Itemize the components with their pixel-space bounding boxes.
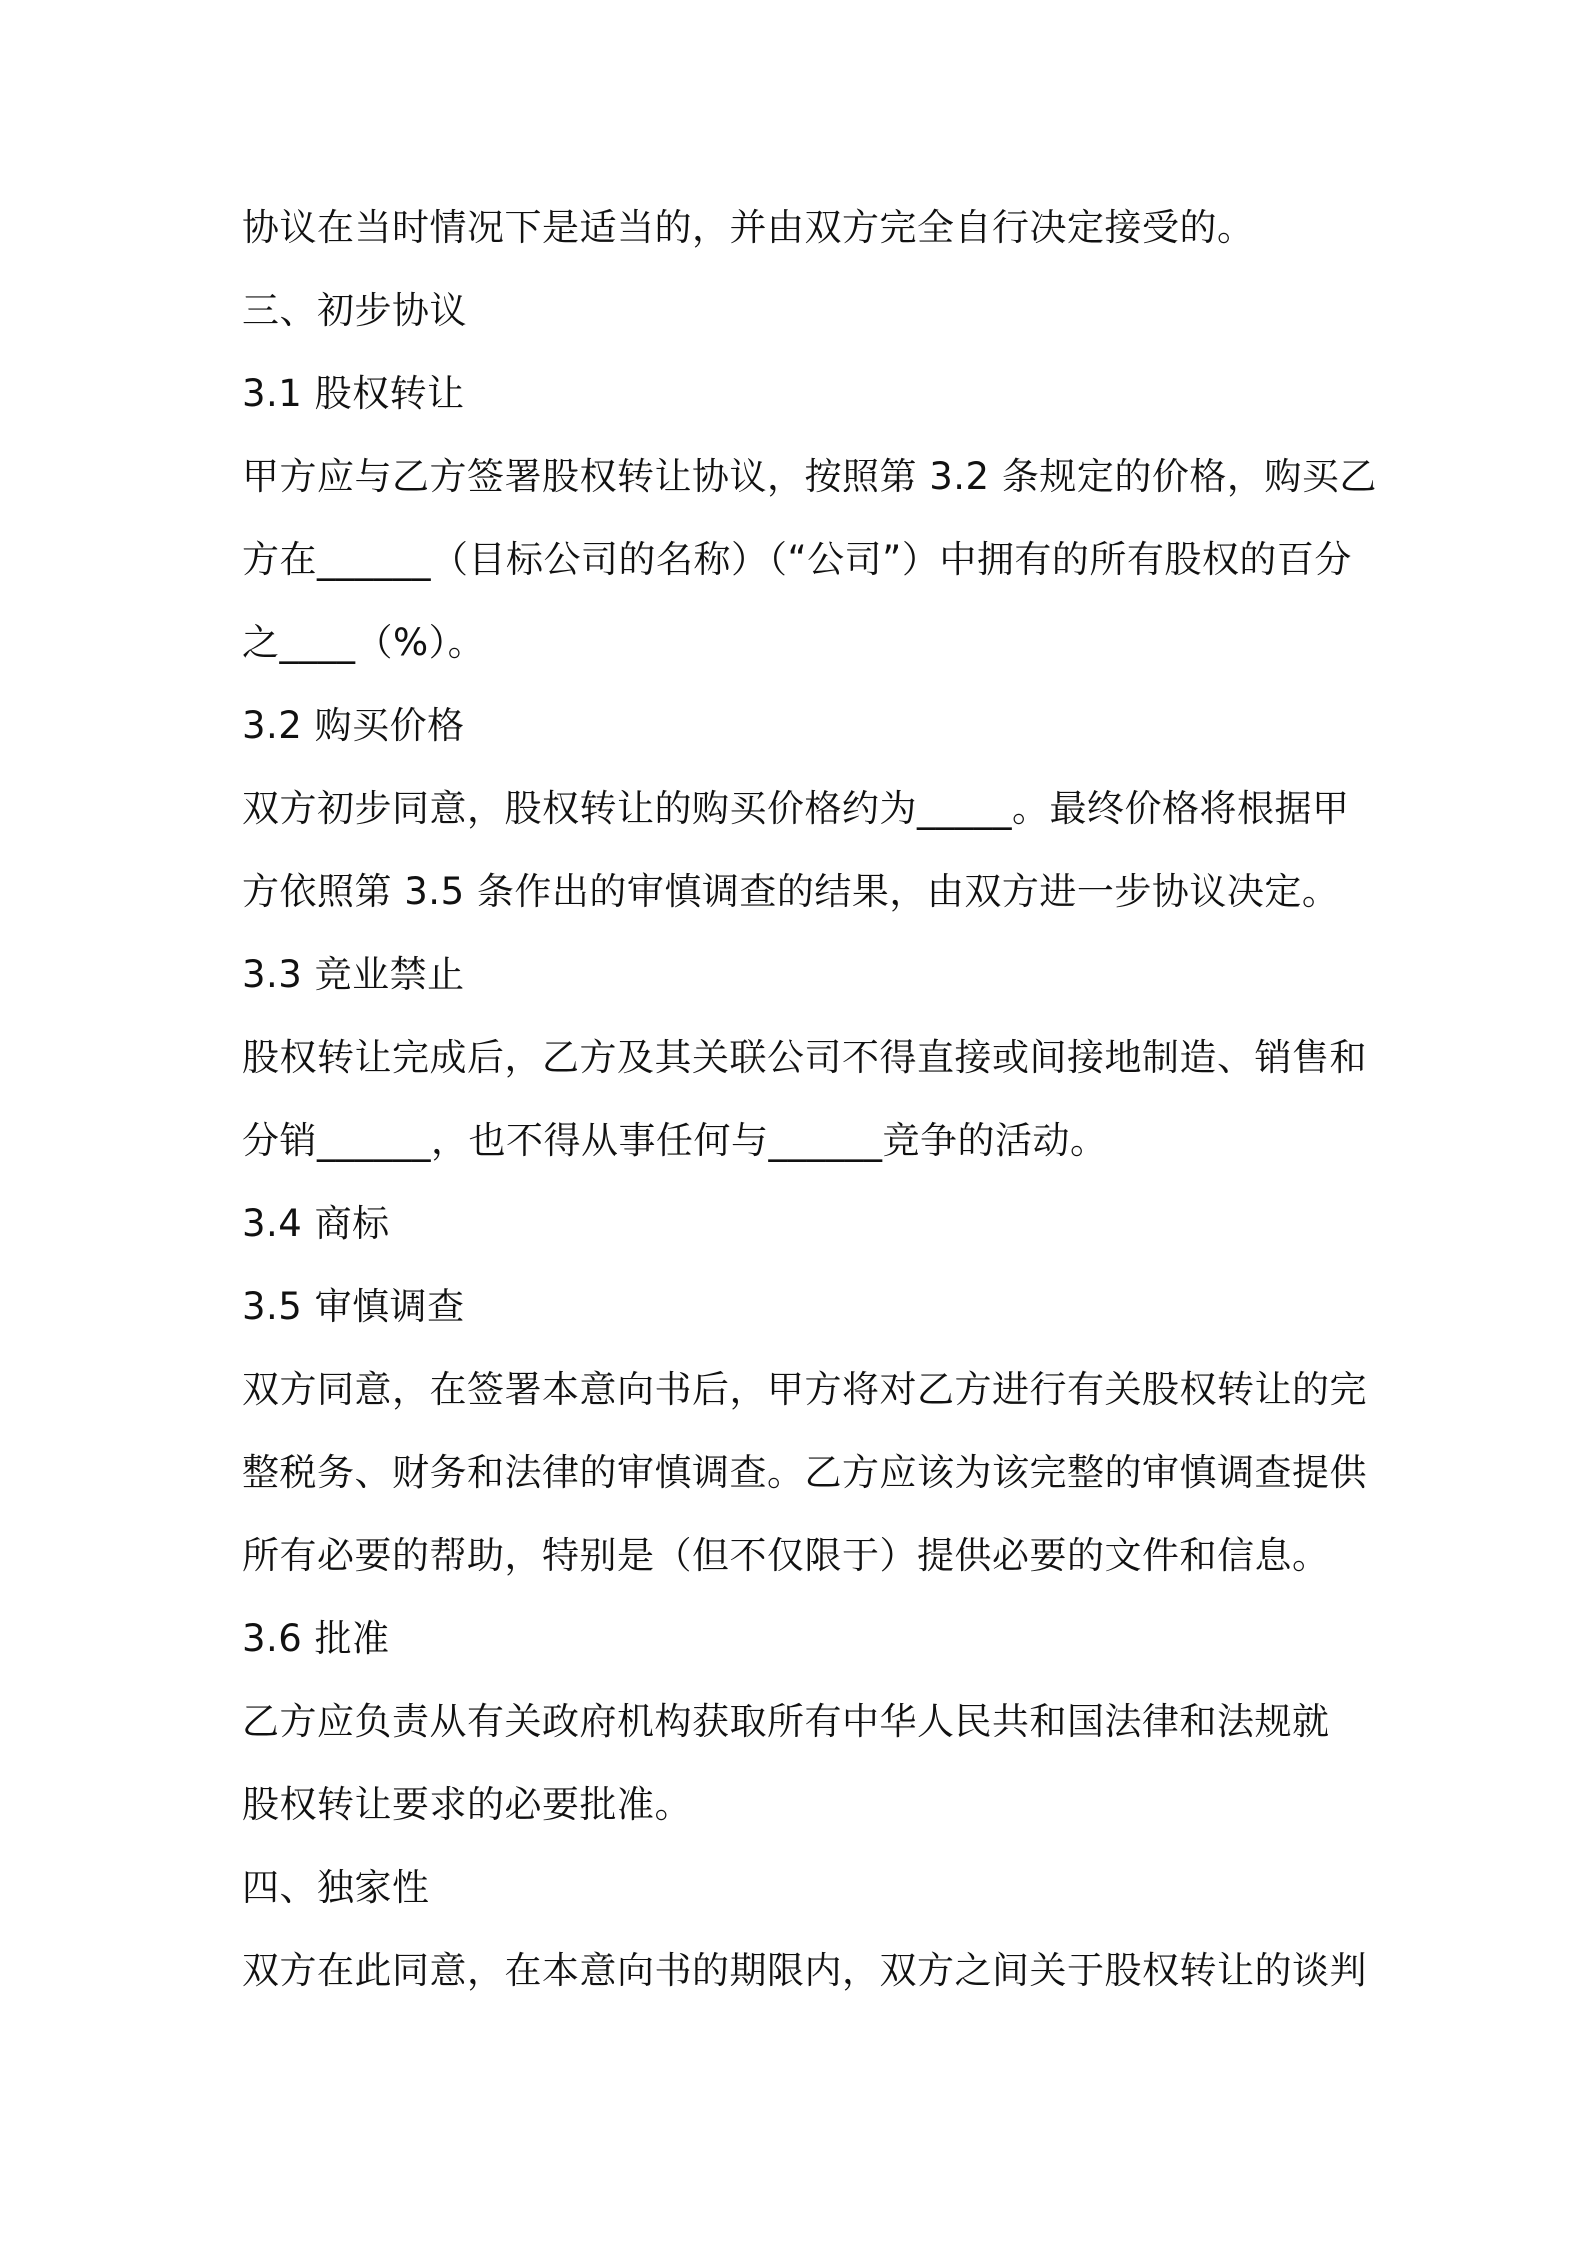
paragraph-line: 乙方应负责从有关政府机构获取所有中华人民共和国法律和法规就 [242, 1700, 1330, 1743]
subsection-heading: 3.4 商标 [242, 1202, 390, 1245]
subsection-heading: 3.1 股权转让 [242, 372, 465, 415]
subsection-heading: 3.6 批准 [242, 1617, 390, 1660]
section-heading: 四、独家性 [242, 1866, 430, 1909]
paragraph-line: 双方初步同意，股权转让的购买价格约为_____。最终价格将根据甲 [242, 787, 1350, 830]
section-heading: 三、初步协议 [242, 289, 467, 332]
paragraph-line: 双方同意，在签署本意向书后，甲方将对乙方进行有关股权转让的完 [242, 1368, 1367, 1411]
paragraph-line: 分销______，也不得从事任何与______竞争的活动。 [242, 1119, 1108, 1162]
paragraph-line: 之____（%）。 [242, 621, 486, 664]
subsection-heading: 3.3 竞业禁止 [242, 953, 465, 996]
paragraph-line: 方在______（目标公司的名称）（“公司”）中拥有的所有股权的百分 [242, 538, 1352, 581]
paragraph-line: 股权转让要求的必要批准。 [242, 1783, 692, 1826]
paragraph-line: 所有必要的帮助，特别是（但不仅限于）提供必要的文件和信息。 [242, 1534, 1330, 1577]
paragraph-line: 股权转让完成后，乙方及其关联公司不得直接或间接地制造、销售和 [242, 1036, 1367, 1079]
subsection-heading: 3.5 审慎调查 [242, 1285, 465, 1328]
paragraph-line: 整税务、财务和法律的审慎调查。乙方应该为该完整的审慎调查提供 [242, 1451, 1367, 1494]
subsection-heading: 3.2 购买价格 [242, 704, 465, 747]
paragraph-line: 协议在当时情况下是适当的，并由双方完全自行决定接受的。 [242, 206, 1255, 249]
paragraph-line: 甲方应与乙方签署股权转让协议，按照第 3.2 条规定的价格，购买乙 [242, 455, 1377, 498]
paragraph-line: 方依照第 3.5 条作出的审慎调查的结果，由双方进一步协议决定。 [242, 870, 1340, 913]
paragraph-line: 双方在此同意，在本意向书的期限内，双方之间关于股权转让的谈判 [242, 1949, 1367, 1992]
